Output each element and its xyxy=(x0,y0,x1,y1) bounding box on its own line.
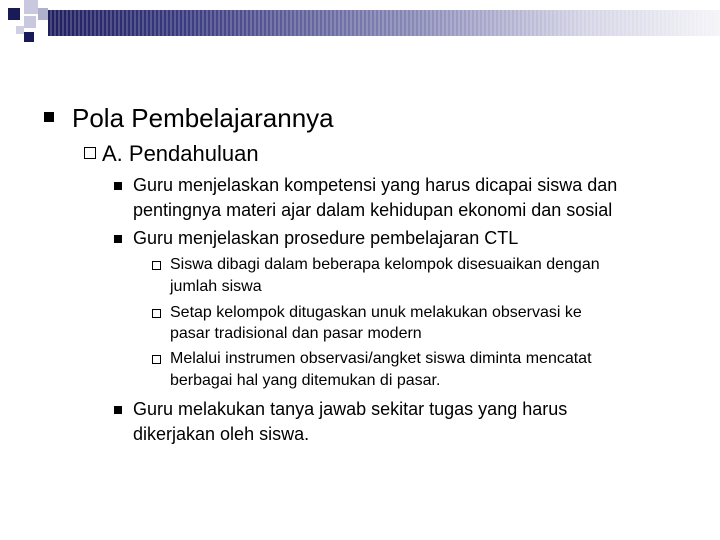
sub-list-item-line: jumlah siswa xyxy=(170,278,262,295)
decor-square xyxy=(24,0,38,14)
filled-square-bullet-icon xyxy=(114,235,122,243)
slide-heading: Pola Pembelajarannya xyxy=(72,103,334,133)
sub-list-item-line: pasar tradisional dan pasar modern xyxy=(170,325,422,342)
hollow-square-bullet-icon xyxy=(84,147,96,159)
list-item-line: Guru menjelaskan prosedure pembelajaran CTL xyxy=(133,228,519,248)
decor-square xyxy=(24,16,36,28)
sub-list-item-line: Melalui instrumen observasi/angket siswa diminta mencatat xyxy=(170,350,592,367)
list-item-line: dikerjakan oleh siswa. xyxy=(133,424,310,444)
filled-square-bullet-icon xyxy=(114,406,122,414)
filled-square-bullet-icon xyxy=(44,112,54,122)
list-item-line: Guru menjelaskan kompetensi yang harus dicapai siswa dan xyxy=(133,175,618,195)
list-item-line: pentingnya materi ajar dalam kehidupan ekonomi dan sosial xyxy=(133,200,613,220)
hollow-square-bullet-icon xyxy=(152,309,161,318)
hollow-square-bullet-icon xyxy=(152,261,161,270)
decor-square xyxy=(24,32,34,42)
hollow-square-bullet-icon xyxy=(152,355,161,364)
sub-list-item-line: Siswa dibagi dalam beberapa kelompok disesuaikan dengan xyxy=(170,256,600,273)
list-item-line: Guru melakukan tanya jawab sekitar tugas yang harus xyxy=(133,399,568,419)
decor-square xyxy=(38,8,48,20)
decor-square xyxy=(16,26,24,34)
filled-square-bullet-icon xyxy=(114,182,122,190)
section-title: A. Pendahuluan xyxy=(102,141,259,166)
sub-list-item-line: berbagai hal yang ditemukan di pasar. xyxy=(170,372,441,389)
header-gradient-bar xyxy=(48,10,720,36)
sub-list-item-line: Setap kelompok ditugaskan unuk melakukan observasi ke xyxy=(170,304,582,321)
decor-square xyxy=(8,8,20,20)
